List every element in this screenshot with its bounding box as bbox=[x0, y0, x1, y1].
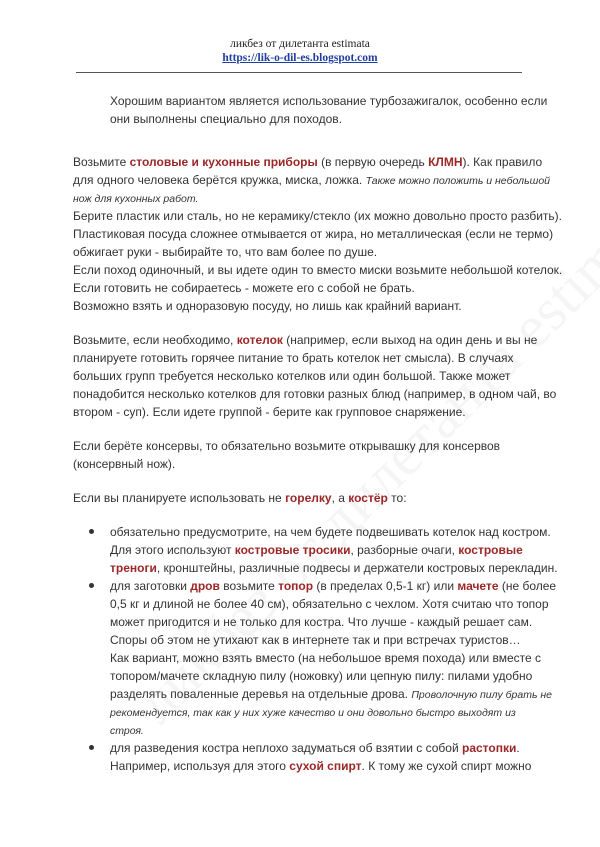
text-segment: Возьмите, если необходимо, bbox=[73, 333, 237, 347]
text-segment: ). Как правило bbox=[462, 155, 543, 169]
text-segment: (в пределах 0,5-1 кг) или bbox=[313, 579, 458, 593]
text-segment: топором/мачете складную пилу (ножовку) или цепную пилу: пилами удобно bbox=[110, 669, 533, 683]
text-segment: Если вы планируете использовать не bbox=[73, 491, 286, 505]
bullet-item bbox=[73, 577, 557, 739]
text-line bbox=[73, 189, 543, 207]
text-segment: (не более bbox=[498, 579, 557, 593]
text-line bbox=[110, 685, 553, 703]
paragraph bbox=[73, 437, 543, 473]
text-line bbox=[110, 721, 543, 739]
text-line bbox=[110, 559, 558, 577]
highlighted-term: котелок bbox=[236, 333, 283, 347]
document-body bbox=[73, 92, 563, 775]
text-line bbox=[73, 349, 543, 367]
text-segment: (в первую очередь bbox=[317, 155, 429, 169]
text-segment: для заготовки bbox=[110, 579, 191, 593]
highlighted-term: треноги bbox=[110, 561, 157, 575]
text-segment: для одного человека берётся кружка, миска, ложка. bbox=[73, 173, 366, 187]
bullet-icon bbox=[89, 529, 94, 534]
text-line bbox=[110, 649, 543, 667]
text-segment: Хорошим вариантом является использование турбозажигалок, особенно если bbox=[110, 94, 548, 108]
text-segment: . К тому же сухой спирт можно bbox=[361, 759, 532, 773]
paragraph bbox=[73, 153, 563, 315]
text-segment: (консервный нож). bbox=[73, 457, 176, 471]
text-segment: Если поход одиночный, и вы идете один то вместо миски возьмите небольшой котелок. bbox=[73, 263, 563, 277]
highlighted-term: КЛМН bbox=[428, 155, 463, 169]
paragraph bbox=[73, 489, 543, 507]
text-line bbox=[110, 631, 543, 649]
text-segment: Возможно взять и одноразовую посуду, но лишь как крайний вариант. bbox=[73, 299, 462, 313]
text-segment: Если готовить не собираетесь - можете его с собой не брать. bbox=[73, 281, 415, 295]
text-line bbox=[73, 385, 557, 403]
text-line bbox=[110, 523, 551, 541]
text-line bbox=[73, 403, 543, 421]
text-line bbox=[110, 703, 543, 721]
text-line bbox=[110, 577, 557, 595]
text-line bbox=[73, 455, 543, 473]
text-line bbox=[110, 92, 548, 110]
text-segment: Берите пластик или сталь, но не керамику/стекло (их можно довольно просто разбить). bbox=[73, 209, 563, 223]
highlighted-term: столовые и кухонные приборы bbox=[129, 155, 318, 169]
text-line bbox=[110, 739, 543, 757]
text-line bbox=[110, 613, 543, 631]
text-line bbox=[73, 225, 554, 243]
text-line bbox=[110, 541, 543, 559]
blog-link[interactable]: https://lik-o-dil-es.blogspot.com bbox=[222, 52, 378, 64]
text-line bbox=[73, 171, 550, 189]
text-segment: Например, используя для этого bbox=[110, 759, 290, 773]
text-segment: возьмите bbox=[219, 579, 279, 593]
header-title: ликбез от дилетанта estimata bbox=[230, 38, 370, 50]
text-segment: Для этого используют bbox=[110, 543, 235, 557]
italic-note: Проволочную пилу брать не bbox=[411, 689, 553, 701]
text-segment: больших групп требуется несколько котелков или один большой. Также может bbox=[73, 369, 511, 383]
text-segment: Если берёте консервы, то обязательно возьмите открывашку для консервов bbox=[73, 439, 501, 453]
text-line bbox=[110, 595, 549, 613]
text-segment: разделять поваленные деревья на отдельные дрова. bbox=[110, 687, 412, 701]
text-line bbox=[73, 367, 543, 385]
text-segment: Как вариант, можно взять вместо (на небольшое время похода) или вместе с bbox=[110, 651, 542, 665]
text-segment: Возьмите bbox=[73, 155, 130, 169]
italic-note: рекомендуется, так как у них хуже качество и они довольно быстро выходят из bbox=[110, 707, 516, 719]
text-line bbox=[73, 331, 543, 349]
text-segment: 0,5 кг и длиной не более 40 см), обязательно с чехлом. Хотя считаю что топор bbox=[110, 597, 549, 611]
text-line bbox=[110, 757, 543, 775]
text-line bbox=[73, 437, 543, 455]
text-line bbox=[73, 489, 543, 507]
italic-note: Также можно положить и небольшой bbox=[365, 175, 550, 187]
text-segment: , кронштейны, различные подвесы и держатели костровых перекладин. bbox=[156, 561, 558, 575]
highlighted-term: растопки bbox=[462, 741, 517, 755]
text-segment: , а bbox=[331, 491, 349, 505]
highlighted-term: горелку bbox=[285, 491, 332, 505]
highlighted-term: костровые bbox=[458, 543, 523, 557]
text-segment: обязательно предусмотрите, на чем будете подвешивать котелок над костром. bbox=[110, 525, 551, 539]
bullet-item bbox=[73, 523, 558, 577]
bullet-icon bbox=[89, 583, 94, 588]
italic-note: нож для кухонных работ. bbox=[73, 193, 199, 205]
highlighted-term: мачете bbox=[457, 579, 499, 593]
text-segment: то: bbox=[387, 491, 407, 505]
text-line bbox=[73, 243, 543, 261]
text-line bbox=[110, 667, 543, 685]
page-header bbox=[0, 37, 600, 65]
text-segment: втором - суп). Если идете группой - берите как групповое снаряжение. bbox=[73, 405, 466, 419]
bullet-icon bbox=[89, 745, 94, 750]
paragraph bbox=[73, 331, 557, 421]
text-segment: (например, если выход на один день и вы не bbox=[282, 333, 538, 347]
text-line bbox=[110, 110, 543, 128]
highlighted-term: дров bbox=[190, 579, 220, 593]
text-line bbox=[73, 207, 563, 225]
paragraph bbox=[73, 92, 548, 128]
text-segment: Споры об этом не утихают как в интернете так и при встречах туристов… bbox=[110, 633, 521, 647]
text-segment: . bbox=[516, 741, 520, 755]
bullet-item bbox=[73, 739, 543, 775]
text-segment: , разборные очаги, bbox=[350, 543, 459, 557]
text-segment: планируете готовить горячее питание то брать котелок нет смысла). В случаях bbox=[73, 351, 514, 365]
highlighted-term: костёр bbox=[348, 491, 388, 505]
header-divider bbox=[76, 72, 522, 73]
text-segment: понадобится несколько котелков для готовки разных блюд (например, в одном чай, во bbox=[73, 387, 557, 401]
text-line bbox=[73, 279, 543, 297]
text-segment: обжигает руки - выбирайте то, что вам более по душе. bbox=[73, 245, 378, 259]
highlighted-term: сухой спирт bbox=[289, 759, 362, 773]
text-segment: для разведения костра неплохо задуматься об взятии с собой bbox=[110, 741, 462, 755]
highlighted-term: топор bbox=[278, 579, 314, 593]
text-line bbox=[73, 261, 563, 279]
italic-note: строя. bbox=[110, 725, 144, 737]
text-segment: Пластиковая посуда сложнее отмывается от жира, но металлическая (если не термо) bbox=[73, 227, 554, 241]
text-segment: они выполнены специально для походов. bbox=[110, 112, 342, 126]
text-segment: может пригодится и не только для костра. Что лучше - каждый решает сам. bbox=[110, 615, 533, 629]
highlighted-term: костровые тросики bbox=[234, 543, 351, 557]
text-line bbox=[73, 297, 543, 315]
text-line bbox=[73, 153, 543, 171]
